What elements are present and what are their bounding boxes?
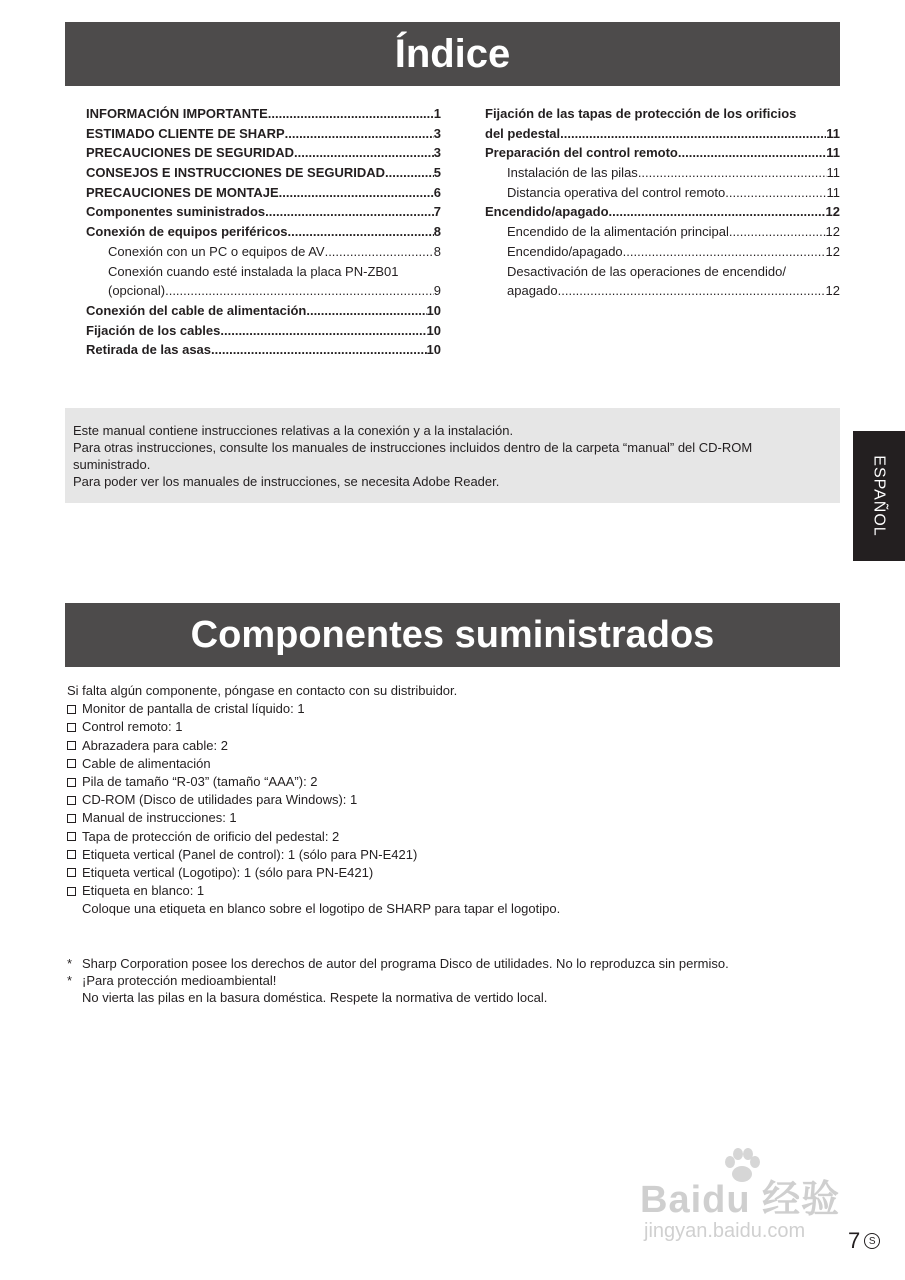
toc-leader — [220, 321, 426, 341]
component-item — [67, 864, 847, 882]
checkbox-icon — [67, 850, 76, 859]
componentes-title: Componentes suministrados — [65, 603, 840, 667]
checkbox-icon — [67, 778, 76, 787]
component-item-label: CD-ROM (Disco de utilidades para Windows): 1 — [82, 792, 358, 808]
checkbox-icon — [67, 887, 76, 896]
checkbox-icon — [67, 832, 76, 841]
toc-leader — [623, 242, 826, 262]
toc-entry — [86, 183, 441, 203]
toc-leader — [638, 163, 827, 183]
toc-leader — [285, 124, 434, 144]
watermark — [640, 1148, 850, 1248]
toc-leader — [678, 143, 826, 163]
toc-entry-title: Fijación de las tapas de protección de los orificios — [485, 106, 797, 121]
components-item-note: Coloque una etiqueta en blanco sobre el logotipo de SHARP para tapar el logotipo. — [82, 901, 561, 917]
note-box — [65, 408, 840, 503]
toc-entry — [86, 104, 441, 124]
component-item — [67, 828, 847, 846]
checkbox-icon — [67, 741, 76, 750]
component-item — [67, 737, 847, 755]
component-item-label: Manual de instrucciones: 1 — [82, 810, 237, 826]
toc-entry-title: apagado — [507, 283, 558, 299]
checkbox-icon — [67, 796, 76, 805]
component-item-label: Etiqueta vertical (Panel de control): 1 (sólo para PN-E421) — [82, 846, 418, 862]
toc-entry-page: 8 — [433, 243, 441, 259]
checkbox-icon — [67, 723, 76, 732]
footnote — [67, 972, 847, 989]
toc-right-column — [485, 104, 840, 301]
note-line: Para otras instrucciones, consulte los manuales de instrucciones incluidos dentro de la carpeta “manual” del CD-ROM — [73, 440, 753, 455]
toc-entry-title: Encendido/apagado — [485, 204, 609, 220]
indice-title: Índice — [65, 22, 840, 86]
toc-entry-title: Encendido de la alimentación principal — [507, 224, 729, 240]
toc-entry-title: Encendido/apagado — [507, 243, 623, 259]
toc-entry-page: 12 — [825, 204, 840, 220]
toc-leader — [729, 222, 826, 242]
toc-entry-title: Retirada de las asas — [86, 342, 212, 358]
toc-entry-page: 5 — [433, 165, 441, 181]
toc-entry-title: (opcional) — [108, 283, 166, 299]
toc-entry-page: 8 — [433, 224, 441, 240]
toc-leader — [288, 222, 434, 242]
toc-entry — [86, 242, 441, 262]
toc-entry-page: 10 — [426, 302, 441, 318]
component-item — [67, 700, 847, 718]
component-item — [67, 809, 847, 827]
checkbox-icon — [67, 705, 76, 714]
toc-entry — [86, 340, 441, 360]
footnote-continuation — [67, 989, 847, 1006]
components-intro: Si falta algún componente, póngase en contacto con su distribuidor. — [67, 683, 458, 698]
component-item-label: Etiqueta vertical (Logotipo): 1 (sólo para PN-E421) — [82, 864, 374, 880]
toc-entry-page: 12 — [825, 283, 840, 299]
toc-entry-page: 10 — [426, 342, 441, 358]
toc-entry — [485, 183, 840, 203]
toc-entry-title: Instalación de las pilas — [507, 165, 638, 181]
toc-entry-title: Desactivación de las operaciones de encendido/ — [507, 263, 786, 279]
note-line: Para poder ver los manuales de instrucciones, se necesita Adobe Reader. — [73, 474, 500, 489]
toc-entry — [485, 242, 840, 262]
toc-entry-title: Conexión con un PC o equipos de AV — [108, 243, 325, 259]
page-number — [848, 1228, 880, 1254]
toc-entry — [485, 124, 840, 144]
checkbox-icon — [67, 759, 76, 768]
toc-entry-page: 3 — [433, 145, 441, 161]
toc-leader — [211, 340, 427, 360]
toc-leader — [725, 183, 826, 203]
toc-entry-title: CONSEJOS E INSTRUCCIONES DE SEGURIDAD — [86, 165, 386, 181]
toc-leader — [306, 301, 426, 321]
footnote-star: * — [67, 973, 73, 988]
toc-entry-title: del pedestal — [485, 125, 561, 141]
footnote-star: * — [67, 956, 73, 971]
note-line: Este manual contiene instrucciones relativas a la conexión y a la instalación. — [73, 423, 514, 438]
toc-entry — [485, 222, 840, 242]
toc-leader — [325, 242, 434, 262]
component-item — [67, 791, 847, 809]
toc-entry — [86, 301, 441, 321]
footnote-text: Sharp Corporation posee los derechos de autor del programa Disco de utilidades. No lo reproduzca sin permiso. — [82, 956, 729, 971]
toc-entry-title: PRECAUCIONES DE MONTAJE — [86, 184, 279, 200]
toc-entry-page: 11 — [826, 165, 840, 181]
toc-entry-title: Distancia operativa del control remoto — [507, 184, 726, 200]
toc-entry — [86, 222, 441, 242]
component-item-label: Abrazadera para cable: 2 — [82, 737, 228, 753]
component-item — [67, 755, 847, 773]
toc-entry-title: PRECAUCIONES DE SEGURIDAD — [86, 145, 295, 161]
toc-leader — [279, 183, 434, 203]
toc-entry — [485, 143, 840, 163]
component-item — [67, 882, 847, 900]
toc-entry-title: INFORMACIÓN IMPORTANTE — [86, 106, 268, 121]
toc-entry — [86, 143, 441, 163]
toc-entry — [86, 124, 441, 144]
toc-entry-page: 12 — [825, 224, 840, 240]
toc-entry-page: 1 — [433, 106, 441, 121]
toc-entry-title: Preparación del control remoto — [485, 145, 678, 161]
toc-entry-title: Fijación de los cables — [86, 322, 221, 338]
toc-entry-title: Conexión del cable de alimentación — [86, 302, 307, 318]
toc-entry-title: Conexión cuando esté instalada la placa PN-ZB01 — [108, 263, 399, 279]
toc-entry — [485, 281, 840, 301]
toc-entry-page: 7 — [433, 204, 441, 220]
note-line: suministrado. — [73, 457, 151, 472]
watermark-url: jingyan.baidu.com — [644, 1220, 806, 1242]
footnotes — [67, 955, 847, 1006]
page-number-value: 7 — [848, 1228, 861, 1253]
toc-entry-page: 9 — [433, 283, 441, 299]
toc-entry — [485, 202, 840, 222]
toc-leader — [268, 104, 434, 124]
toc-entry-page: 11 — [826, 184, 840, 200]
checkbox-icon — [67, 868, 76, 877]
component-item-label: Cable de alimentación — [82, 755, 211, 771]
toc-leader — [558, 281, 826, 301]
footnote-text: ¡Para protección medioambiental! — [82, 973, 277, 988]
component-item-label: Tapa de protección de orificio del pedestal: 2 — [82, 828, 340, 844]
toc-entry-page: 12 — [825, 243, 840, 259]
toc-leader — [609, 202, 826, 222]
toc-entry — [485, 262, 840, 282]
toc-entry — [485, 104, 840, 124]
toc-entry — [86, 202, 441, 222]
toc-entry — [86, 281, 441, 301]
page-badge: S — [864, 1233, 880, 1249]
component-item-label: Monitor de pantalla de cristal líquido: 1 — [82, 701, 305, 717]
toc-entry-page: 11 — [826, 125, 840, 141]
toc-entry-title: Conexión de equipos periféricos — [86, 224, 288, 240]
toc-leader — [165, 281, 434, 301]
toc-entry-title: Componentes suministrados — [86, 204, 266, 220]
toc-leader — [294, 143, 434, 163]
toc-entry — [485, 163, 840, 183]
toc-entry-page: 6 — [433, 184, 441, 200]
checkbox-icon — [67, 814, 76, 823]
footnote-text: No vierta las pilas en la basura doméstica. Respete la normativa de vertido local. — [82, 990, 548, 1005]
language-tab — [853, 431, 905, 561]
component-item-label: Control remoto: 1 — [82, 719, 183, 735]
toc-leader — [560, 124, 826, 144]
language-tab-label: ESPAÑOL — [871, 455, 888, 537]
toc-leader — [265, 202, 434, 222]
footnote — [67, 955, 847, 972]
component-item-label: Pila de tamaño “R-03” (tamaño “AAA”): 2 — [82, 773, 318, 789]
components-list — [67, 682, 847, 918]
toc-left-column — [86, 104, 441, 360]
component-item — [67, 846, 847, 864]
toc-entry-page: 3 — [433, 125, 441, 141]
component-item-label: Etiqueta en blanco: 1 — [82, 883, 205, 899]
toc-entry — [86, 262, 441, 282]
toc-entry-title: ESTIMADO CLIENTE DE SHARP — [86, 125, 285, 141]
watermark-brand: Baidu 经验 — [640, 1179, 841, 1221]
toc-entry — [86, 321, 441, 341]
toc-leader — [385, 163, 434, 183]
toc-entry — [86, 163, 441, 183]
toc-entry-page: 11 — [826, 145, 840, 161]
toc-entry-page: 10 — [426, 322, 441, 338]
component-item — [67, 773, 847, 791]
component-item — [67, 718, 847, 736]
